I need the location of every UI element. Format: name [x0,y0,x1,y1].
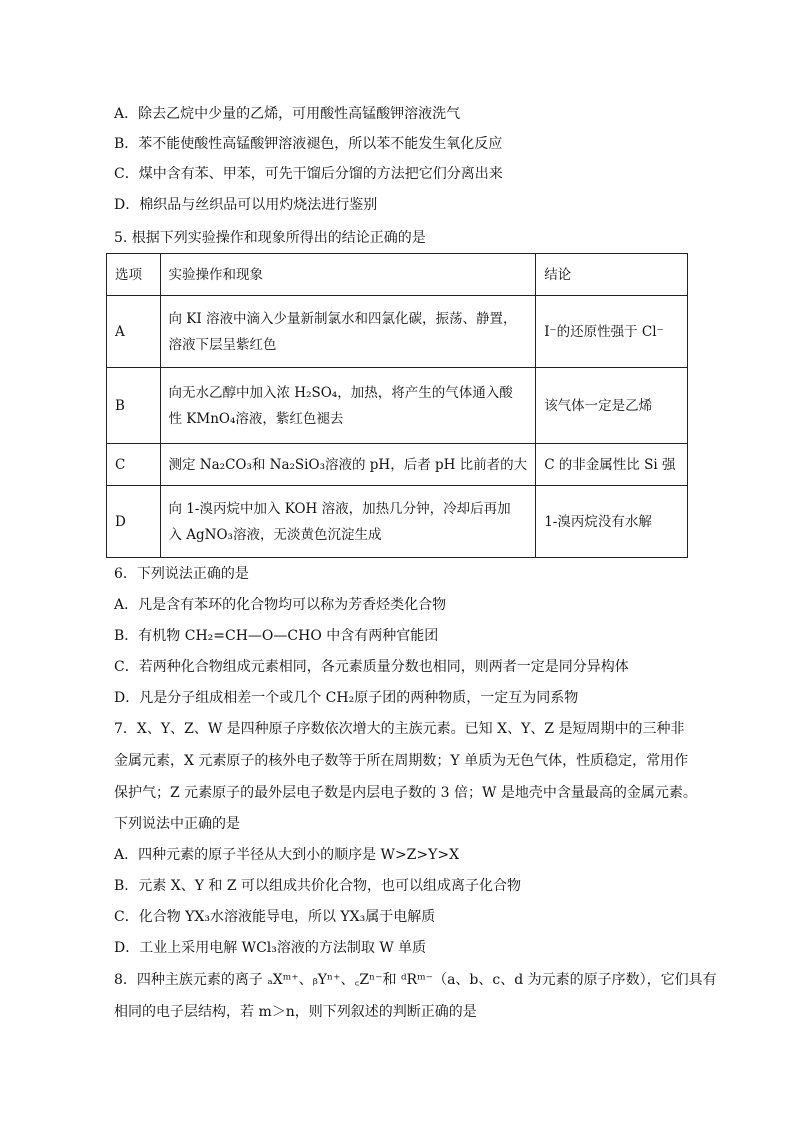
q7-stem-line: 保护气；Z 元素原子的最外层电子数是内层电子数的 3 倍；W 是地壳中含量最高的金属元素。 [114,785,697,801]
q8-stem-line: 相同的电子层结构，若 m＞n，则下列叙述的判断正确的是 [114,1004,477,1020]
table-row [107,486,688,558]
row-conclusion: I⁻的还原性强于 Cl⁻ [536,296,688,368]
q6-stem: 6．下列说法正确的是 [114,566,249,582]
q7-option-c: C．化合物 YX₃水溶液能导电，所以 YX₃属于电解质 [114,909,436,925]
row-operation [160,486,536,558]
row-operation [160,368,536,444]
row-option: B [107,368,161,444]
row-option: A [107,296,161,368]
q6-option-b: B．有机物 CH₂=CH—O—CHO 中含有两种官能团 [114,628,439,644]
q4-option-b: B．苯不能使酸性高锰酸钾溶液褪色，所以苯不能发生氧化反应 [114,136,503,152]
operation-line: 入 AgNO₃溶液，无淡黄色沉淀生成 [168,526,382,543]
table-header-row [107,254,688,296]
q7-stem-line: 7．X、Y、Z、W 是四种原子序数依次增大的主族元素。已知 X、Y、Z 是短周期中的三种非 [114,721,685,737]
row-operation [160,444,536,486]
header-conclusion: 结论 [536,254,688,296]
q4-option-d: D．棉织品与丝织品可以用灼烧法进行鉴别 [114,197,378,213]
q7-option-a: A．四种元素的原子半径从大到小的顺序是 W>Z>Y>X [114,847,460,863]
operation-line: 测定 Na₂CO₃和 Na₂SiO₃溶液的 pH，后者 pH 比前者的大 [168,456,528,473]
q8-stem-line: 8．四种主族元素的离子 ₐXᵐ⁺、ᵦYⁿ⁺、꜀Zⁿ⁻和 ᵈRᵐ⁻（a、b、c、d 为元素的原子序数），它们具有 [114,972,717,988]
q4-option-a: A．除去乙烷中少量的乙烯，可用酸性高锰酸钾溶液洗气 [114,106,461,122]
q7-stem-line: 金属元素，X 元素原子的核外电子数等于所在周期数；Y 单质为无色气体，性质稳定，常用作 [114,753,689,769]
table-row [107,368,688,444]
q7-stem-line: 下列说法中正确的是 [114,816,240,832]
operation-line: 向 KI 溶液中滴入少量新制氯水和四氯化碳，振荡、静置， [168,310,517,327]
row-operation [160,296,536,368]
q7-option-b: B．元素 X、Y 和 Z 可以组成共价化合物，也可以组成离子化合物 [114,878,522,894]
q6-option-d: D．凡是分子组成相差一个或几个 CH₂原子团的两种物质，一定互为同系物 [114,690,579,706]
q7-option-d: D．工业上采用电解 WCl₃溶液的方法制取 W 单质 [114,940,427,956]
row-option: D [107,486,161,558]
row-option: C [107,444,161,486]
q4-option-c: C．煤中含有苯、甲苯，可先干馏后分馏的方法把它们分离出来 [114,166,503,182]
header-operation: 实验操作和现象 [160,254,536,296]
q6-option-c: C．若两种化合物组成元素相同，各元素质量分数也相同，则两者一定是同分异构体 [114,659,629,675]
operation-line: 性 KMnO₄溶液，紫红色褪去 [168,410,344,427]
header-option: 选项 [107,254,161,296]
q6-option-a: A．凡是含有苯环的化合物均可以称为芳香烃类化合物 [114,597,447,613]
row-conclusion: 该气体一定是乙烯 [536,368,688,444]
operation-line: 溶液下层呈紫红色 [168,336,277,353]
row-conclusion: 1-溴丙烷没有水解 [536,486,688,558]
operation-line: 向无水乙醇中加入浓 H₂SO₄，加热，将产生的气体通入酸 [168,384,513,401]
row-conclusion: C 的非金属性比 Si 强 [536,444,688,486]
q5-stem: 5. 根据下列实验操作和现象所得出的结论正确的是 [114,230,426,246]
q5-table [106,253,688,558]
table-row [107,296,688,368]
operation-line: 向 1-溴丙烷中加入 KOH 溶液，加热几分钟，冷却后再加 [168,500,511,517]
table-row [107,444,688,486]
